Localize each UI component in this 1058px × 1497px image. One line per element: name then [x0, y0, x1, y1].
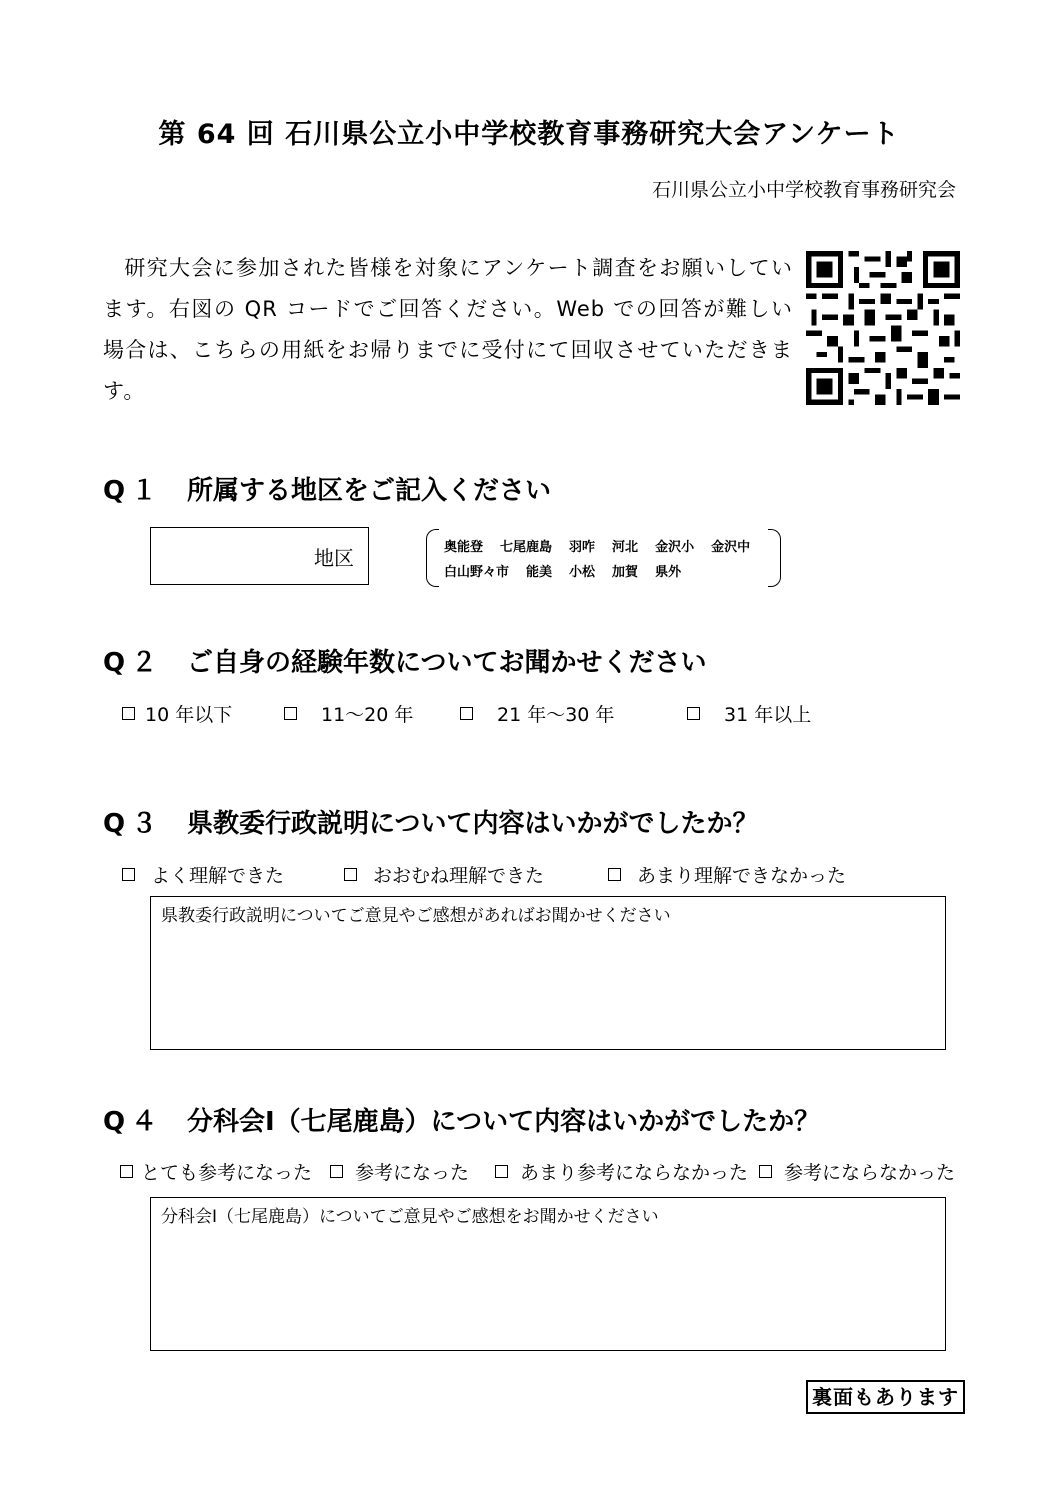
q3-heading — [103, 803, 758, 840]
q4-option-2[interactable]: 参考になった — [330, 1158, 469, 1185]
district-list-row-2 — [444, 561, 698, 580]
q3-comment-textarea[interactable] — [150, 896, 946, 1050]
q2-number: Q２ — [103, 648, 164, 678]
q1-number: Q１ — [103, 476, 164, 506]
checkbox[interactable] — [460, 707, 473, 720]
checkbox[interactable] — [344, 868, 357, 881]
page-title: 第 64 回 石川県公立小中学校教育事務研究大会アンケート — [158, 119, 900, 150]
checkbox[interactable] — [495, 1165, 508, 1178]
district-option: 加賀 — [612, 565, 639, 580]
district-option: 金沢中 — [711, 540, 751, 555]
checkbox[interactable] — [608, 868, 621, 881]
q3-option-1[interactable]: よく理解できた — [122, 861, 284, 888]
q4-question: 分科会Ⅰ（七尾鹿島）について内容はいかがでしたか？ — [187, 1107, 821, 1137]
q4-option-3[interactable]: あまり参考にならなかった — [495, 1158, 748, 1185]
checkbox[interactable] — [687, 707, 700, 720]
district-option: 県外 — [655, 565, 682, 580]
left-bracket — [426, 529, 439, 587]
district-option: 河北 — [612, 540, 639, 555]
q3-option-2[interactable]: おおむね理解できた — [344, 861, 544, 888]
checkbox[interactable] — [284, 707, 297, 720]
q3-number: Q３ — [103, 809, 164, 839]
district-option: 小松 — [569, 565, 596, 580]
district-suffix: 地区 — [314, 546, 354, 570]
q4-heading — [103, 1101, 820, 1138]
checkbox[interactable] — [330, 1165, 343, 1178]
district-option: 七尾鹿島 — [500, 540, 553, 555]
q2-option-1[interactable]: 10 年以下 — [122, 700, 232, 727]
district-option: 金沢小 — [655, 540, 695, 555]
right-bracket — [768, 529, 781, 587]
qr-code-icon[interactable] — [806, 251, 960, 405]
district-option: 能美 — [526, 565, 553, 580]
q2-question: ご自身の経験年数についてお聞かせください — [187, 648, 707, 678]
intro-text: 研究大会に参加された皆様を対象にアンケート調査をお願いしています。右図の QR コードでご回答ください。Web での回答が難しい場合は、こちらの用紙をお帰りまでに受付にて回収させていただきます。 — [103, 256, 793, 403]
q4-option-4[interactable]: 参考にならなかった — [759, 1158, 955, 1185]
q3-comment-prompt: 県教委行政説明についてご意見やご感想があればお聞かせください — [161, 906, 671, 926]
district-option: 羽咋 — [569, 540, 596, 555]
district-input[interactable] — [150, 527, 369, 585]
q3-question: 県教委行政説明について内容はいかがでしたか？ — [187, 809, 759, 839]
q4-number: Q４ — [103, 1107, 164, 1137]
checkbox[interactable] — [120, 1165, 133, 1178]
checkbox[interactable] — [759, 1165, 772, 1178]
q3-option-3[interactable]: あまり理解できなかった — [608, 861, 846, 888]
q1-question: 所属する地区をご記入ください — [187, 476, 552, 506]
q1-heading — [103, 470, 551, 507]
q2-option-3[interactable]: 21 年～30 年 — [460, 700, 614, 727]
checkbox[interactable] — [122, 868, 135, 881]
q2-option-2[interactable]: 11～20 年 — [284, 700, 413, 727]
q4-comment-prompt: 分科会Ⅰ（七尾鹿島）についてご意見やご感想をお聞かせください — [161, 1207, 659, 1227]
checkbox[interactable] — [122, 707, 135, 720]
back-side-notice: 裏面もあります — [806, 1380, 965, 1414]
district-list-row-1 — [444, 536, 767, 555]
district-option: 白山野々市 — [444, 565, 510, 580]
organization-name: 石川県公立小中学校教育事務研究会 — [651, 179, 956, 201]
q4-comment-textarea[interactable] — [150, 1197, 946, 1351]
district-option: 奥能登 — [444, 540, 484, 555]
q4-option-1[interactable]: とても参考になった — [120, 1158, 312, 1185]
q2-option-4[interactable]: 31 年以上 — [687, 700, 811, 727]
q2-heading — [103, 642, 706, 679]
